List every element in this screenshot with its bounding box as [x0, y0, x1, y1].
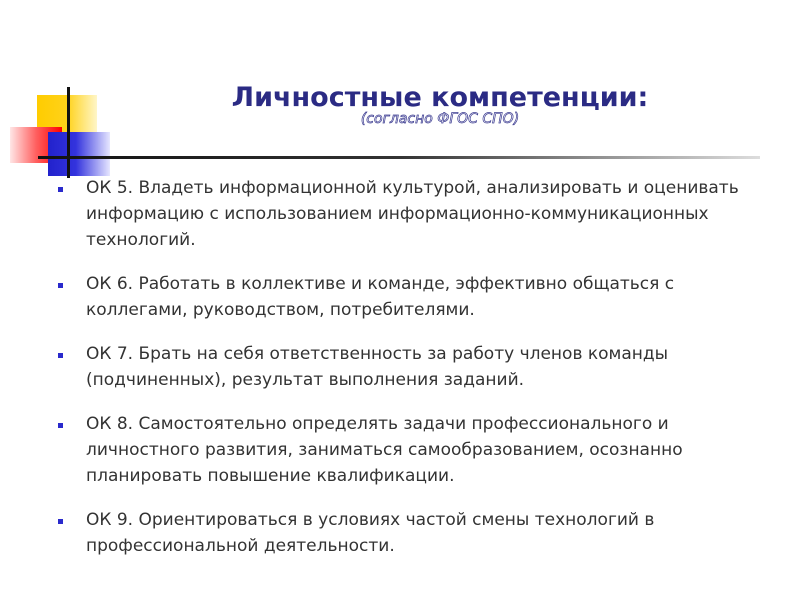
list-item-text: ОК 9. Ориентироваться в условиях частой смены технологий в профессиональной деятельности.	[86, 510, 655, 556]
list-item	[58, 271, 778, 323]
list-item-text: ОК 7. Брать на себя ответственность за работу членов команды (подчиненных), результат выполнения заданий.	[86, 344, 669, 390]
bullet-square-icon	[58, 519, 63, 524]
list-item	[58, 175, 778, 253]
bullet-square-icon	[58, 283, 63, 288]
slide-title: Личностные компетенции:	[231, 82, 649, 113]
decor-vertical-line	[67, 87, 70, 178]
competency-list	[58, 175, 778, 577]
list-item	[58, 507, 778, 559]
list-item-text: ОК 5. Владеть информационной культурой, анализировать и оценивать информацию с использованием информационно-коммуникационных технологий.	[86, 178, 739, 250]
bullet-square-icon	[58, 353, 63, 358]
slide-subtitle: (согласно ФГОС СПО)	[360, 111, 520, 127]
list-item-text: ОК 6. Работать в коллективе и команде, эффективно общаться с коллегами, руководством, потребителями.	[86, 274, 675, 320]
list-item-text: ОК 8. Самостоятельно определять задачи профессионального и личностного развития, заниматься самообразованием, осознанно планировать повышение квалификации.	[86, 414, 683, 486]
list-item	[58, 341, 778, 393]
list-item	[58, 411, 778, 489]
decor-blue-square	[48, 132, 110, 176]
bullet-square-icon	[58, 423, 63, 428]
title-divider-line	[38, 156, 760, 159]
bullet-square-icon	[58, 187, 63, 192]
